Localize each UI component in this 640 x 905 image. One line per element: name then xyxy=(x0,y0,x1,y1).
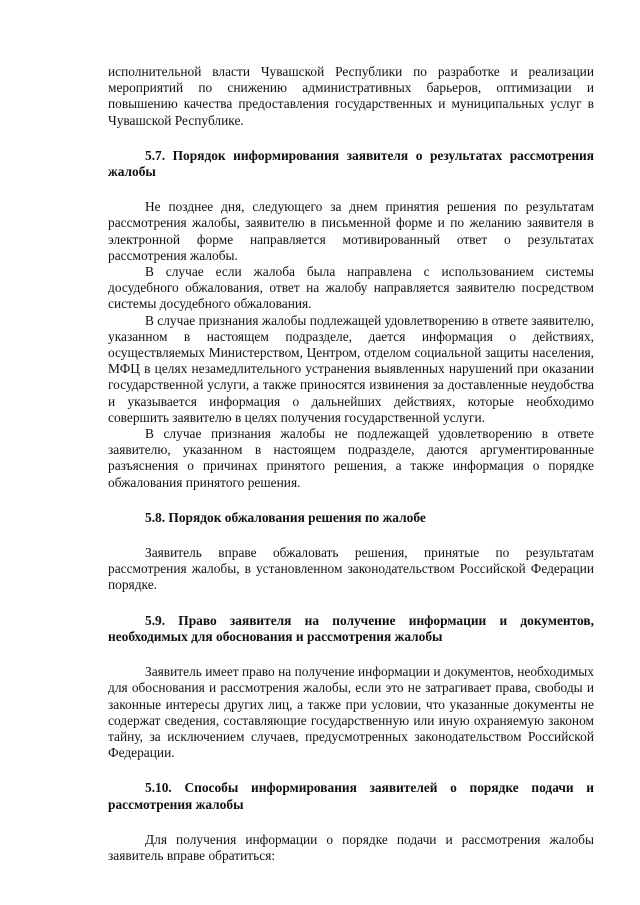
paragraph-5-7-b: В случае если жалоба была направлена с использованием системы досудебного обжалования, ответ на жалобу направляется заявителю посредством системы досудебного обжалования. xyxy=(108,264,594,312)
heading-5-9: 5.9. Право заявителя на получение информации и документов, необходимых для обоснования и рассмотрения жалобы xyxy=(108,612,594,644)
paragraph-5-8: Заявитель вправе обжаловать решения, принятые по результатам рассмотрения жалобы, в установленном законодательством Российской Федерации порядке. xyxy=(108,545,594,593)
paragraph-5-9: Заявитель имеет право на получение информации и документов, необходимых для обоснования и рассмотрения жалобы, если это не затрагивает права, свободы и законные интересы других лиц, а также при условии, что указанные документы не содержат сведения, составляющие государственную или иную охраняемую законом тайну, за исключением случаев, предусмотренных законодательством Российской Федерации. xyxy=(108,664,594,761)
paragraph-5-10: Для получения информации о порядке подачи и рассмотрения жалобы заявитель вправе обратиться: xyxy=(108,831,594,863)
paragraph-5-7-d: В случае признания жалобы не подлежащей удовлетворению в ответе заявителю, указанном в настоящем подразделе, даются аргументированные разъяснения о причинах принятого решения, а также информация о порядке обжалования принятого решения. xyxy=(108,426,594,490)
paragraph-continuation: исполнительной власти Чувашской Республики по разработке и реализации мероприятий по снижению административных барьеров, оптимизации и повышению качества предоставления государственных и муниципальных услуг в Чувашской Республике. xyxy=(108,64,594,128)
paragraph-5-7-a: Не позднее дня, следующего за днем принятия решения по результатам рассмотрения жалобы, заявителю в письменной форме и по желанию заявителя в электронной форме направляется мотивированный ответ о результатах рассмотрения жалобы. xyxy=(108,199,594,263)
heading-5-7: 5.7. Порядок информирования заявителя о результатах рассмотрения жалобы xyxy=(108,147,594,180)
heading-5-10: 5.10. Способы информирования заявителей о порядке подачи и рассмотрения жалобы xyxy=(108,780,594,812)
heading-5-8: 5.8. Порядок обжалования решения по жалобе xyxy=(145,509,426,525)
paragraph-5-7-c: В случае признания жалобы подлежащей удовлетворению в ответе заявителю, указанном в настоящем подразделе, дается информация о действиях, осуществляемых Министерством, Центром, отделом социальной защиты населения, МФЦ в целях незамедлительного устранения выявленных нарушений при оказании государственной услуги, а также приносятся извинения за доставленные неудобства и указывается информация о дальнейших действиях, которые необходимо совершить заявителю в целях получения государственной услуги. xyxy=(108,312,594,425)
